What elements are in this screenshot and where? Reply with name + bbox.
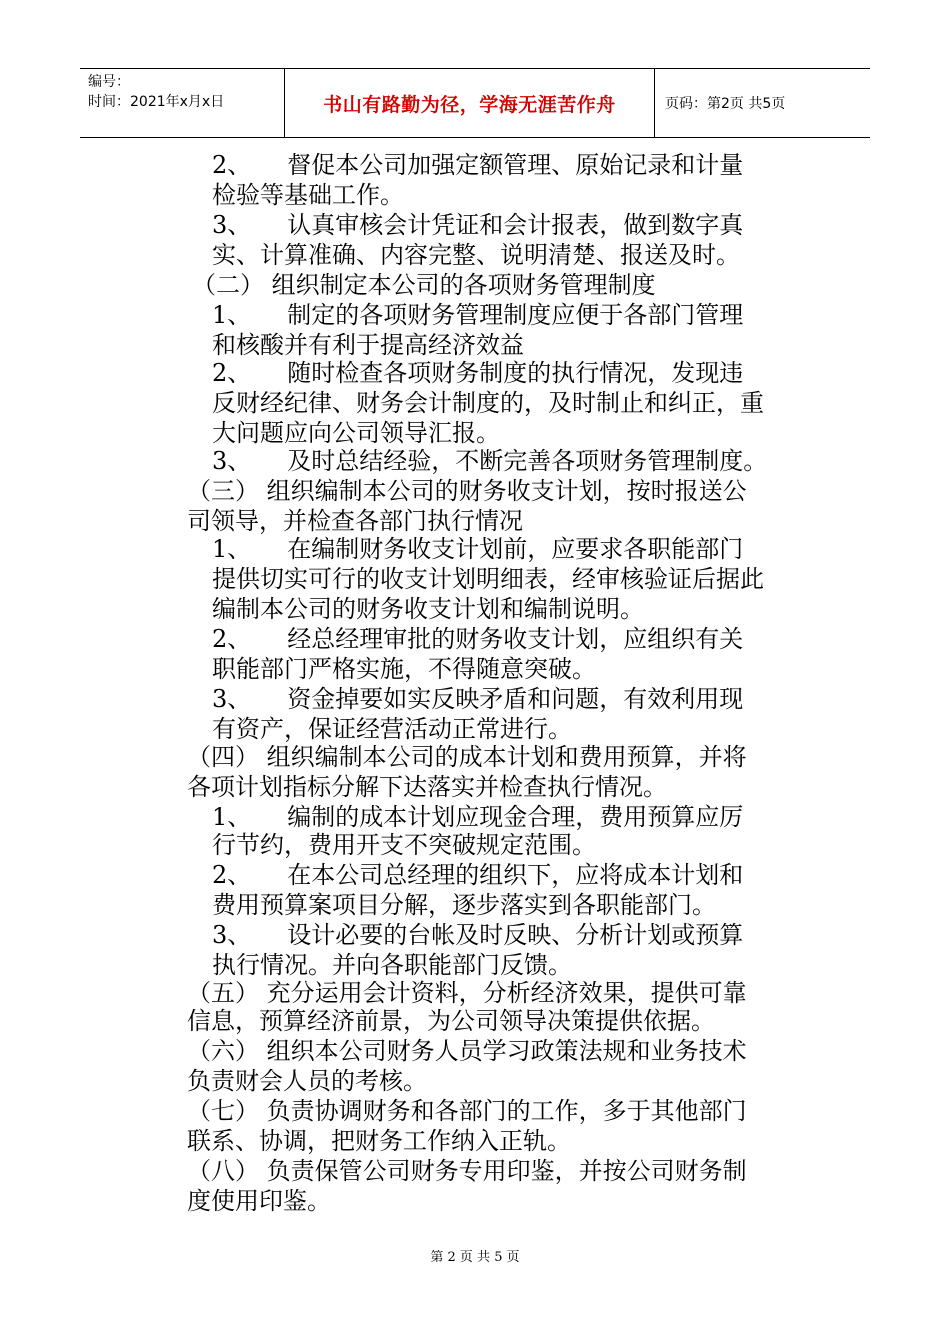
header-meta-cell (80, 69, 285, 137)
body-line: 行节约，费用开支不突破规定范围。 (212, 831, 596, 859)
body-line: 费用预算案项目分解，逐步落实到各职能部门。 (212, 891, 716, 919)
body-line: 3、 认真审核会计凭证和会计报表，做到数字真 (212, 211, 744, 239)
body-line: 编制本公司的财务收支计划和编制说明。 (212, 595, 644, 623)
body-line: 反财经纪律、财务会计制度的，及时制止和纠正，重 (212, 389, 764, 417)
body-line: 联系、协调，把财务工作纳入正轨。 (187, 1127, 571, 1155)
body-line: （七） 负责协调财务和各部门的工作，多于其他部门 (187, 1097, 747, 1125)
body-line: （二） 组织制定本公司的各项财务管理制度 (192, 271, 656, 299)
body-line: 检验等基础工作。 (212, 181, 404, 209)
body-line: 3、 及时总结经验，不断完善各项财务管理制度。 (212, 447, 768, 475)
document-date: 时间：2021年x月x日 (88, 94, 225, 110)
body-line: 提供切实可行的收支计划明细表，经审核验证后据此 (212, 565, 764, 593)
body-line: 2、 在本公司总经理的组织下，应将成本计划和 (212, 861, 744, 889)
document-number-label: 编号： (88, 74, 130, 90)
body-line: 负责财会人员的考核。 (187, 1067, 427, 1095)
body-line: 职能部门严格实施，不得随意突破。 (212, 655, 596, 683)
body-line: 司领导，并检查各部门执行情况 (187, 507, 523, 535)
page-footer: 第 2 页 共 5 页 (430, 1250, 520, 1265)
body-line: 度使用印鉴。 (187, 1187, 331, 1215)
body-line: 有资产，保证经营活动正常进行。 (212, 715, 572, 743)
body-line: 信息，预算经济前景，为公司领导决策提供依据。 (187, 1007, 715, 1035)
body-line: 2、 经总经理审批的财务收支计划，应组织有关 (212, 625, 744, 653)
body-line: （三） 组织编制本公司的财务收支计划，按时报送公 (187, 477, 747, 505)
header-page-code: 页码：第2页 共5页 (665, 96, 786, 112)
body-line: （八） 负责保管公司财务专用印鉴，并按公司财务制 (187, 1157, 747, 1185)
body-line: 实、计算准确、内容完整、说明清楚、报送及时。 (212, 241, 740, 269)
body-line: （六） 组织本公司财务人员学习政策法规和业务技术 (187, 1037, 747, 1065)
body-line: 1、 制定的各项财务管理制度应便于各部门管理 (212, 301, 744, 329)
header-motto: 书山有路勤为径，学海无涯苦作舟 (323, 93, 616, 116)
body-line: 3、 设计必要的台帐及时反映、分析计划或预算 (212, 921, 744, 949)
body-line: 2、 随时检查各项财务制度的执行情况，发现违 (212, 359, 744, 387)
body-line: 和核酸并有利于提高经济效益 (212, 331, 524, 359)
body-line: （五） 充分运用会计资料，分析经济效果，提供可靠 (187, 979, 747, 1007)
body-line: 各项计划指标分解下达落实并检查执行情况。 (187, 773, 667, 801)
header-motto-cell (285, 69, 655, 137)
body-line: 1、 编制的成本计划应现金合理，费用预算应厉 (212, 803, 744, 831)
header-page-cell (655, 69, 870, 137)
page-header (80, 68, 870, 138)
body-line: 大问题应向公司领导汇报。 (212, 419, 500, 447)
body-line: 2、 督促本公司加强定额管理、原始记录和计量 (212, 151, 744, 179)
body-line: 执行情况。并向各职能部门反馈。 (212, 951, 572, 979)
body-line: 3、 资金掉要如实反映矛盾和问题，有效利用现 (212, 685, 744, 713)
body-line: （四） 组织编制本公司的成本计划和费用预算，并将 (187, 743, 747, 771)
body-line: 1、 在编制财务收支计划前，应要求各职能部门 (212, 535, 744, 563)
